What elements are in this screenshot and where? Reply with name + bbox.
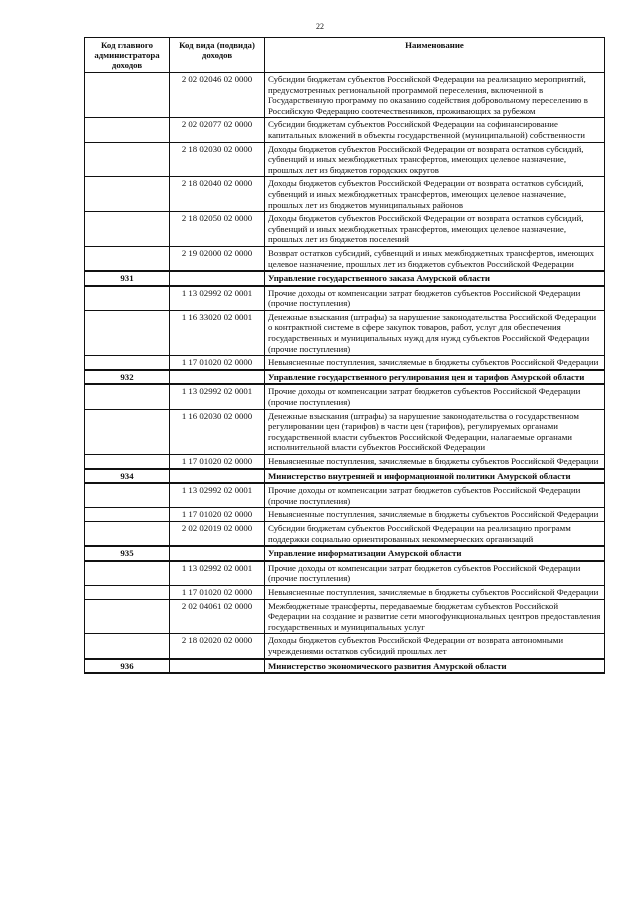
type-code-cell: 2 02 02019 02 0000 bbox=[170, 521, 265, 546]
admin-code-cell bbox=[85, 561, 170, 586]
type-code-cell bbox=[170, 546, 265, 561]
section-row bbox=[85, 546, 605, 561]
section-row bbox=[85, 469, 605, 484]
name-cell: Денежные взыскания (штрафы) за нарушение законодательства о государственном регулировании цен (тарифов) в части цен (тарифов), регулируемых органами государственной власти субъектов Российской Федерации, налагаемые органами исполнительной власти субъектов Российской Федерации bbox=[265, 409, 605, 454]
name-cell: Доходы бюджетов субъектов Российской Федерации от возврата автономными учреждениями остатков субсидий прошлых лет bbox=[265, 634, 605, 659]
name-cell: Субсидии бюджетам субъектов Российской Федерации на софинансирование капитальных вложений в объекты государственной (муниципальной) собственности bbox=[265, 118, 605, 142]
admin-code-cell bbox=[85, 634, 170, 659]
admin-code-cell bbox=[85, 483, 170, 508]
table-row bbox=[85, 409, 605, 454]
table-row bbox=[85, 212, 605, 247]
table-row bbox=[85, 483, 605, 508]
table-row bbox=[85, 246, 605, 271]
section-row bbox=[85, 659, 605, 674]
name-cell: Управление государственного регулирования цен и тарифов Амурской области bbox=[265, 370, 605, 385]
name-cell: Доходы бюджетов субъектов Российской Федерации от возврата остатков субсидий, субвенций и иных межбюджетных трансфертов, имеющих целевое назначение, прошлых лет из бюджетов городских округов bbox=[265, 142, 605, 177]
name-cell: Прочие доходы от компенсации затрат бюджетов субъектов Российской Федерации (прочие поступления) bbox=[265, 561, 605, 586]
section-row bbox=[85, 271, 605, 286]
admin-code-cell bbox=[85, 212, 170, 247]
table-row bbox=[85, 585, 605, 599]
table-row bbox=[85, 286, 605, 311]
name-cell: Управление государственного заказа Амурской области bbox=[265, 271, 605, 286]
header-name: Наименование bbox=[265, 38, 605, 73]
revenue-codes-table bbox=[84, 37, 605, 674]
table-header-row bbox=[85, 38, 605, 73]
admin-code-cell bbox=[85, 118, 170, 142]
type-code-cell: 1 13 02992 02 0001 bbox=[170, 384, 265, 409]
name-cell: Министерство внутренней и информационной политики Амурской области bbox=[265, 469, 605, 484]
table-row bbox=[85, 142, 605, 177]
type-code-cell: 2 18 02050 02 0000 bbox=[170, 212, 265, 247]
name-cell: Субсидии бюджетам субъектов Российской Федерации на реализацию мероприятий, предусмотренных региональной программой переселения, включенной в Государственную программу по оказанию содействия добровольному переселению в Российскую Федерацию соотечественников, проживающих за рубежом bbox=[265, 73, 605, 118]
table-row bbox=[85, 455, 605, 469]
admin-code-cell bbox=[85, 286, 170, 311]
table-row bbox=[85, 177, 605, 212]
type-code-cell: 1 16 02030 02 0000 bbox=[170, 409, 265, 454]
admin-code-cell bbox=[85, 508, 170, 522]
name-cell: Межбюджетные трансферты, передаваемые бюджетам субъектов Российской Федерации на создание и развитие сети многофункциональных центров предоставления государственных и муниципальных услуг bbox=[265, 599, 605, 634]
name-cell: Невыясненные поступления, зачисляемые в бюджеты субъектов Российской Федерации bbox=[265, 356, 605, 370]
admin-code-cell bbox=[85, 310, 170, 355]
name-cell: Денежные взыскания (штрафы) за нарушение законодательства Российской Федерации о контрактной системе в сфере закупок товаров, работ, услуг для обеспечения государственных и муниципальных нужд для нужд субъектов Российской Федерации (прочие поступления) bbox=[265, 310, 605, 355]
type-code-cell bbox=[170, 370, 265, 385]
type-code-cell: 1 16 33020 02 0001 bbox=[170, 310, 265, 355]
table-row bbox=[85, 310, 605, 355]
type-code-cell: 2 18 02040 02 0000 bbox=[170, 177, 265, 212]
header-type-code: Код вида (подвида) доходов bbox=[170, 38, 265, 73]
name-cell: Невыясненные поступления, зачисляемые в бюджеты субъектов Российской Федерации bbox=[265, 585, 605, 599]
name-cell: Субсидии бюджетам субъектов Российской Федерации на реализацию программ поддержки социально ориентированных некоммерческих организаций bbox=[265, 521, 605, 546]
table-row bbox=[85, 73, 605, 118]
page-number: 22 bbox=[316, 22, 324, 31]
name-cell: Невыясненные поступления, зачисляемые в бюджеты субъектов Российской Федерации bbox=[265, 455, 605, 469]
type-code-cell: 1 13 02992 02 0001 bbox=[170, 286, 265, 311]
admin-code-cell bbox=[85, 246, 170, 271]
type-code-cell: 2 02 02077 02 0000 bbox=[170, 118, 265, 142]
table-row bbox=[85, 634, 605, 659]
header-admin-code: Код главного администратора доходов bbox=[85, 38, 170, 73]
type-code-cell: 1 17 01020 02 0000 bbox=[170, 356, 265, 370]
table-row bbox=[85, 356, 605, 370]
name-cell: Прочие доходы от компенсации затрат бюджетов субъектов Российской Федерации (прочие поступления) bbox=[265, 286, 605, 311]
admin-code-cell bbox=[85, 142, 170, 177]
admin-code-cell bbox=[85, 521, 170, 546]
table-row bbox=[85, 384, 605, 409]
type-code-cell bbox=[170, 469, 265, 484]
type-code-cell: 2 02 02046 02 0000 bbox=[170, 73, 265, 118]
admin-code-cell: 932 bbox=[85, 370, 170, 385]
admin-code-cell: 936 bbox=[85, 659, 170, 674]
type-code-cell bbox=[170, 271, 265, 286]
admin-code-cell: 934 bbox=[85, 469, 170, 484]
type-code-cell: 1 17 01020 02 0000 bbox=[170, 455, 265, 469]
name-cell: Невыясненные поступления, зачисляемые в бюджеты субъектов Российской Федерации bbox=[265, 508, 605, 522]
admin-code-cell bbox=[85, 177, 170, 212]
admin-code-cell bbox=[85, 455, 170, 469]
type-code-cell: 1 17 01020 02 0000 bbox=[170, 508, 265, 522]
name-cell: Прочие доходы от компенсации затрат бюджетов субъектов Российской Федерации (прочие поступления) bbox=[265, 384, 605, 409]
type-code-cell: 2 18 02020 02 0000 bbox=[170, 634, 265, 659]
type-code-cell: 1 13 02992 02 0001 bbox=[170, 561, 265, 586]
table-row bbox=[85, 521, 605, 546]
table-row bbox=[85, 118, 605, 142]
section-row bbox=[85, 370, 605, 385]
table-row bbox=[85, 508, 605, 522]
admin-code-cell bbox=[85, 585, 170, 599]
name-cell: Возврат остатков субсидий, субвенций и иных межбюджетных трансфертов, имеющих целевое назначение, прошлых лет из бюджетов субъектов Российской Федерации bbox=[265, 246, 605, 271]
table-row bbox=[85, 561, 605, 586]
table-body bbox=[85, 73, 605, 674]
name-cell: Доходы бюджетов субъектов Российской Федерации от возврата остатков субсидий, субвенций и иных межбюджетных трансфертов, имеющих целевое назначение, прошлых лет из бюджетов поселений bbox=[265, 212, 605, 247]
name-cell: Управление информатизации Амурской области bbox=[265, 546, 605, 561]
table-row bbox=[85, 599, 605, 634]
admin-code-cell bbox=[85, 73, 170, 118]
admin-code-cell bbox=[85, 356, 170, 370]
admin-code-cell bbox=[85, 409, 170, 454]
name-cell: Министерство экономического развития Амурской области bbox=[265, 659, 605, 674]
admin-code-cell bbox=[85, 599, 170, 634]
type-code-cell: 1 13 02992 02 0001 bbox=[170, 483, 265, 508]
admin-code-cell: 931 bbox=[85, 271, 170, 286]
type-code-cell: 2 02 04061 02 0000 bbox=[170, 599, 265, 634]
type-code-cell bbox=[170, 659, 265, 674]
name-cell: Доходы бюджетов субъектов Российской Федерации от возврата остатков субсидий, субвенций и иных межбюджетных трансфертов, имеющих целевое назначение, прошлых лет из бюджетов муниципальных районов bbox=[265, 177, 605, 212]
admin-code-cell bbox=[85, 384, 170, 409]
type-code-cell: 2 19 02000 02 0000 bbox=[170, 246, 265, 271]
name-cell: Прочие доходы от компенсации затрат бюджетов субъектов Российской Федерации (прочие поступления) bbox=[265, 483, 605, 508]
admin-code-cell: 935 bbox=[85, 546, 170, 561]
type-code-cell: 1 17 01020 02 0000 bbox=[170, 585, 265, 599]
type-code-cell: 2 18 02030 02 0000 bbox=[170, 142, 265, 177]
